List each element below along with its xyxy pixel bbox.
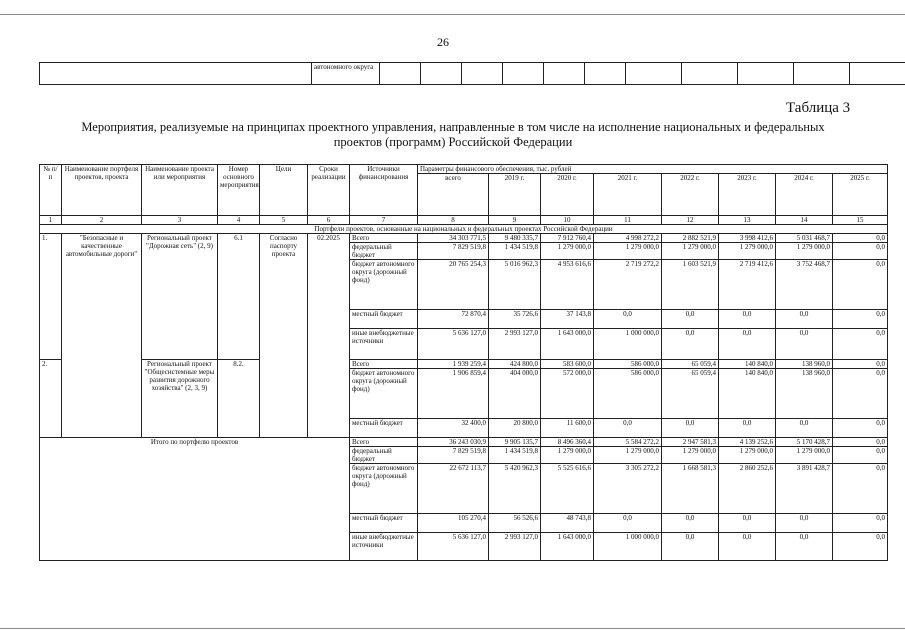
value-cell: 0,0	[776, 329, 833, 360]
source-label: бюджет автономного округа (дорожный фонд)	[350, 464, 418, 514]
value-cell: 1 643 000,0	[541, 533, 594, 561]
value-cell: 5 016 962,3	[489, 260, 541, 310]
value-cell: 1 000 000,0	[594, 533, 662, 561]
header-year: 2021 г.	[594, 174, 662, 216]
value-cell: 1 279 000,0	[541, 447, 594, 464]
value-cell: 0,0	[833, 243, 888, 260]
value-cell: 1 906 859,4	[418, 369, 489, 419]
source-label: федеральный бюджет	[350, 447, 418, 464]
value-cell: 7 829 519,8	[418, 447, 489, 464]
value-cell: 2 882 521,9	[662, 234, 719, 243]
value-cell: 0,0	[719, 419, 776, 438]
value-cell: 2 947 581,3	[662, 438, 719, 447]
header-year: 2023 г.	[719, 174, 776, 216]
base-activity-num: 8.2.	[218, 360, 260, 438]
value-cell: 72 870,4	[418, 310, 489, 329]
value-cell: 138 960,0	[776, 360, 833, 369]
value-cell: 2 860 252,6	[719, 464, 776, 514]
value-cell: 1 279 000,0	[719, 243, 776, 260]
value-cell: 3 305 272,2	[594, 464, 662, 514]
value-cell: 105 270,4	[418, 514, 489, 533]
value-cell: 1 939 259,4	[418, 360, 489, 369]
financing-table	[39, 164, 888, 561]
col-number: 12	[662, 216, 719, 225]
value-cell: 0,0	[833, 447, 888, 464]
value-cell: 2 719 412,6	[719, 260, 776, 310]
value-cell: 0,0	[833, 260, 888, 310]
value-cell: 20 765 254,3	[418, 260, 489, 310]
value-cell: 5 636 127,0	[418, 329, 489, 360]
header-year: 2019 г.	[489, 174, 541, 216]
value-cell: 0,0	[833, 310, 888, 329]
value-cell: 0,0	[594, 419, 662, 438]
value-cell: 5 170 428,7	[776, 438, 833, 447]
value-cell: 1 643 000,0	[541, 329, 594, 360]
value-cell: 1 279 000,0	[541, 243, 594, 260]
col-number: 14	[776, 216, 833, 225]
section-title: Портфели проектов, основанные на национальных и федеральных проектах Российской Федерации	[40, 225, 888, 234]
value-cell: 0,0	[719, 514, 776, 533]
value-cell: 56 526,6	[489, 514, 541, 533]
row-num: 2.	[40, 360, 62, 438]
value-cell: 2 719 272,2	[594, 260, 662, 310]
header-terms: Сроки реализации	[308, 165, 350, 216]
value-cell: 65 059,4	[662, 360, 719, 369]
value-cell: 572 000,0	[541, 369, 594, 419]
value-cell: 0,0	[776, 514, 833, 533]
source-label: бюджет автономного округа (дорожный фонд)	[350, 369, 418, 419]
col-number: 3	[142, 216, 218, 225]
value-cell: 0,0	[776, 533, 833, 561]
source-label: федеральный бюджет	[350, 243, 418, 260]
header-portfolio: Наименование портфеля проектов, проекта	[62, 165, 142, 216]
header-base-num: Номер основного мероприятия	[218, 165, 260, 216]
table-caption: Мероприятия, реализуемые на принципах проектного управления, направленные в том числе на исполнение национальных и федеральных проектов (программ) Российской Федерации	[81, 120, 825, 149]
source-label: Всего	[350, 360, 418, 369]
value-cell: 9 480 335,7	[489, 234, 541, 243]
header-year: 2024 г.	[776, 174, 833, 216]
value-cell: 65 059,4	[662, 369, 719, 419]
portfolio-name: "Безопасные и качественные автомобильные дороги"	[62, 234, 142, 438]
value-cell: 34 303 771,5	[418, 234, 489, 243]
col-number: 9	[489, 216, 541, 225]
project-name: Региональный проект "Дорожная сеть" (2, 9)	[142, 234, 218, 360]
value-cell: 0,0	[833, 360, 888, 369]
header-params: Параметры финансового обеспечения, тыс. рублей	[418, 165, 888, 174]
value-cell: 586 000,0	[594, 369, 662, 419]
value-cell: 9 905 135,7	[489, 438, 541, 447]
col-number: 10	[541, 216, 594, 225]
header-year: 2022 г.	[662, 174, 719, 216]
project-name: Региональный проект "Общесистемные меры развития дорожного хозяйства" (2, 3, 9)	[142, 360, 218, 438]
value-cell: 1 279 000,0	[662, 243, 719, 260]
col-number: 6	[308, 216, 350, 225]
source-label: иные внебюджетные источники	[350, 329, 418, 360]
value-cell: 5 636 127,0	[418, 533, 489, 561]
previous-table-fragment	[39, 62, 905, 85]
source-label: местный бюджет	[350, 514, 418, 533]
value-cell: 0,0	[594, 310, 662, 329]
col-number: 15	[833, 216, 888, 225]
col-number: 7	[350, 216, 418, 225]
value-cell: 8 496 360,4	[541, 438, 594, 447]
col-number: 2	[62, 216, 142, 225]
value-cell: 48 743,8	[541, 514, 594, 533]
scan-edge-top	[0, 14, 905, 15]
source-label: местный бюджет	[350, 310, 418, 329]
header-num: № п/п	[40, 165, 62, 216]
value-cell: 0,0	[719, 329, 776, 360]
value-cell: 5 420 962,3	[489, 464, 541, 514]
value-cell: 0,0	[719, 533, 776, 561]
value-cell: 0,0	[662, 514, 719, 533]
header-year: 2025 г.	[833, 174, 888, 216]
value-cell: 0,0	[662, 419, 719, 438]
value-cell: 1 279 000,0	[594, 243, 662, 260]
value-cell: 3 752 468,7	[776, 260, 833, 310]
value-cell: 1 603 521,9	[662, 260, 719, 310]
value-cell: 0,0	[833, 464, 888, 514]
value-cell: 2 993 127,0	[489, 533, 541, 561]
source-label: Всего	[350, 234, 418, 243]
value-cell: 37 143,8	[541, 310, 594, 329]
table-label: Таблица 3	[786, 100, 851, 116]
value-cell: 36 243 030,9	[418, 438, 489, 447]
scan-edge-bottom	[0, 628, 905, 629]
value-cell: 1 279 000,0	[776, 243, 833, 260]
col-number: 4	[218, 216, 260, 225]
value-cell: 5 525 616,6	[541, 464, 594, 514]
value-cell: 4 139 252,6	[719, 438, 776, 447]
base-activity-num: 6.1	[218, 234, 260, 360]
source-label: Всего	[350, 438, 418, 447]
value-cell: 140 840,0	[719, 360, 776, 369]
col-number: 1	[40, 216, 62, 225]
value-cell: 2 993 127,0	[489, 329, 541, 360]
fragment-cell-text: автономного округа	[312, 63, 380, 85]
value-cell: 0,0	[776, 419, 833, 438]
value-cell: 583 600,0	[541, 360, 594, 369]
header-goals: Цели	[260, 165, 308, 216]
header-project: Наименование проекта или мероприятия	[142, 165, 218, 216]
value-cell: 0,0	[833, 329, 888, 360]
value-cell: 0,0	[719, 310, 776, 329]
value-cell: 1 434 519,8	[489, 243, 541, 260]
value-cell: 424 800,0	[489, 360, 541, 369]
value-cell: 4 998 272,2	[594, 234, 662, 243]
header-sources: Источники финансирования	[350, 165, 418, 216]
value-cell: 7 829 519,8	[418, 243, 489, 260]
value-cell: 586 000,0	[594, 360, 662, 369]
value-cell: 1 000 000,0	[594, 329, 662, 360]
value-cell: 11 600,0	[541, 419, 594, 438]
col-number: 5	[260, 216, 308, 225]
value-cell: 0,0	[833, 514, 888, 533]
value-cell: 7 912 760,4	[541, 234, 594, 243]
col-number: 11	[594, 216, 662, 225]
portfolio-total-label: Итого по портфелю проектов	[40, 438, 350, 561]
row-num: 1.	[40, 234, 62, 360]
value-cell: 138 960,0	[776, 369, 833, 419]
value-cell: 22 672 113,7	[418, 464, 489, 514]
value-cell: 1 434 519,8	[489, 447, 541, 464]
col-number: 8	[418, 216, 489, 225]
value-cell: 5 584 272,2	[594, 438, 662, 447]
value-cell: 140 840,0	[719, 369, 776, 419]
source-label: местный бюджет	[350, 419, 418, 438]
value-cell: 0,0	[776, 310, 833, 329]
value-cell: 3 891 428,7	[776, 464, 833, 514]
header-total: всего	[418, 174, 489, 216]
value-cell: 32 400,0	[418, 419, 489, 438]
value-cell: 0,0	[594, 514, 662, 533]
value-cell: 0,0	[833, 369, 888, 419]
value-cell: 20 800,0	[489, 419, 541, 438]
source-label: иные внебюджетные источники	[350, 533, 418, 561]
source-label: бюджет автономного округа (дорожный фонд)	[350, 260, 418, 310]
terms: 02.2025	[308, 234, 350, 438]
value-cell: 0,0	[833, 438, 888, 447]
value-cell: 1 279 000,0	[662, 447, 719, 464]
value-cell: 0,0	[662, 329, 719, 360]
header-year: 2020 г.	[541, 174, 594, 216]
value-cell: 0,0	[833, 234, 888, 243]
value-cell: 0,0	[662, 310, 719, 329]
value-cell: 35 726,6	[489, 310, 541, 329]
value-cell: 3 998 412,6	[719, 234, 776, 243]
col-number: 13	[719, 216, 776, 225]
value-cell: 1 279 000,0	[719, 447, 776, 464]
value-cell: 0,0	[833, 533, 888, 561]
value-cell: 1 279 000,0	[776, 447, 833, 464]
value-cell: 1 668 581,3	[662, 464, 719, 514]
value-cell: 0,0	[833, 419, 888, 438]
goals: Согласно паспорту проекта	[260, 234, 308, 438]
value-cell: 5 031 468,7	[776, 234, 833, 243]
value-cell: 1 279 000,0	[594, 447, 662, 464]
value-cell: 0,0	[662, 533, 719, 561]
value-cell: 4 953 616,6	[541, 260, 594, 310]
value-cell: 404 000,0	[489, 369, 541, 419]
page-number: 26	[437, 35, 449, 49]
